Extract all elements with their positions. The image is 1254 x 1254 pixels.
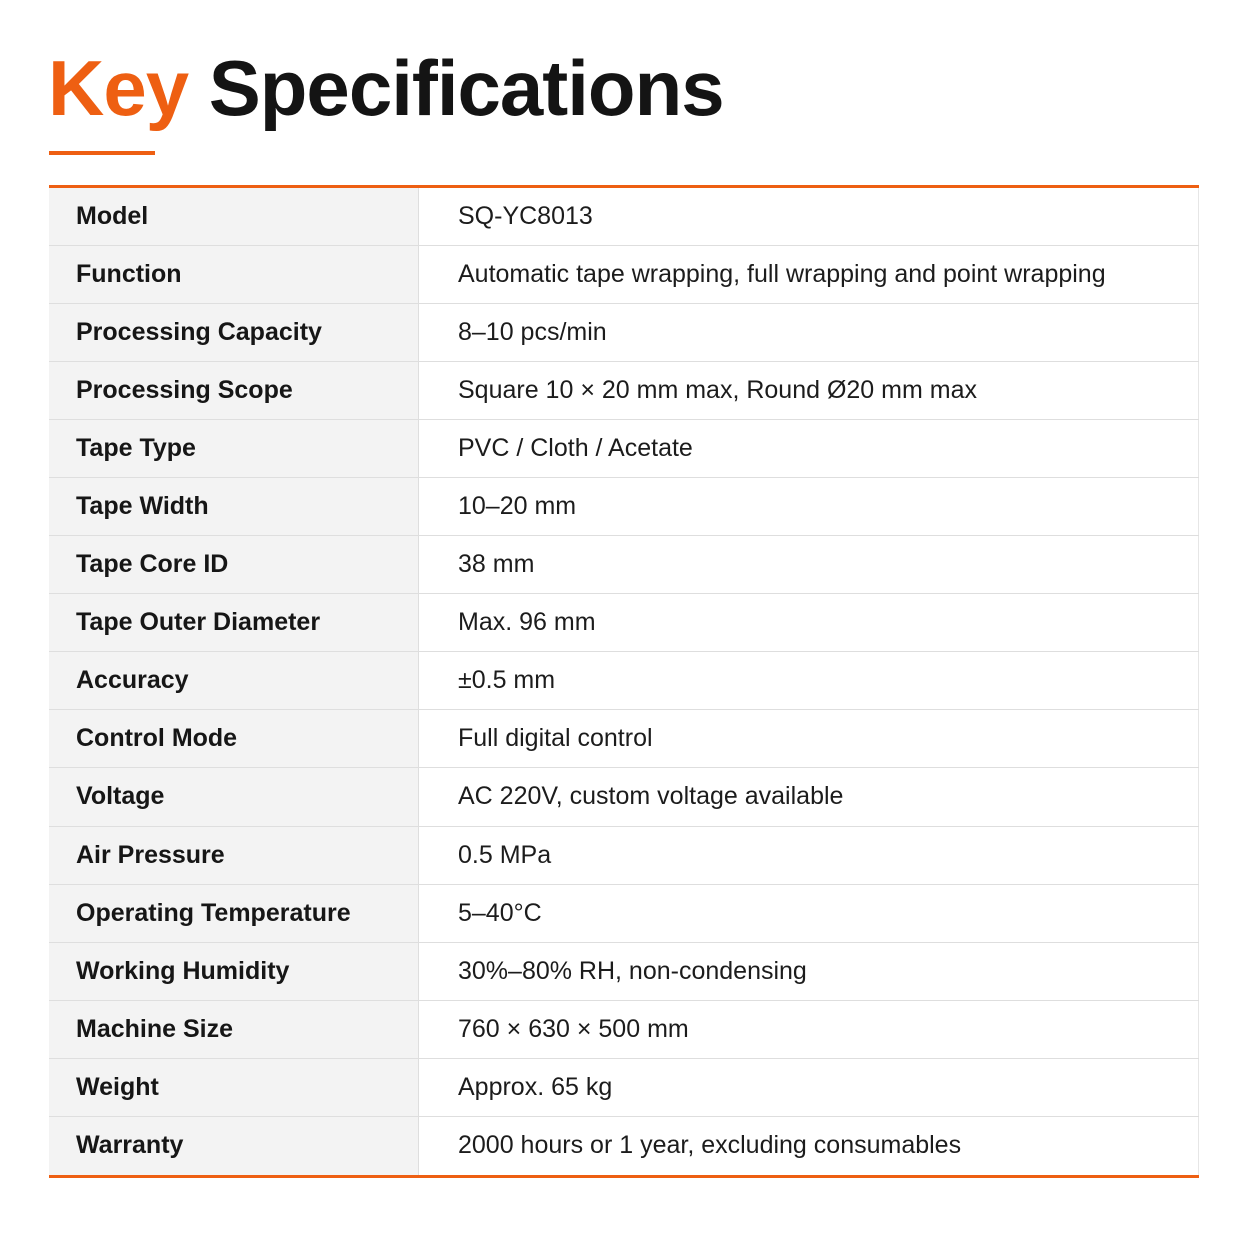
spec-row-processing-scope [49, 362, 1199, 420]
spec-label: Control Mode [49, 710, 419, 767]
spec-row-machine-size [49, 1001, 1199, 1059]
spec-label: Tape Core ID [49, 536, 419, 593]
spec-row-accuracy [49, 652, 1199, 710]
spec-value: 38 mm [419, 536, 1199, 593]
spec-label: Tape Outer Diameter [49, 594, 419, 651]
spec-label: Processing Scope [49, 362, 419, 419]
spec-value: 2000 hours or 1 year, excluding consumables [419, 1117, 1199, 1175]
spec-row-control-mode [49, 710, 1199, 768]
spec-label: Model [49, 188, 419, 245]
spec-row-processing-capacity [49, 304, 1199, 362]
spec-value: 8–10 pcs/min [419, 304, 1199, 361]
spec-label: Tape Width [49, 478, 419, 535]
spec-label: Air Pressure [49, 827, 419, 884]
spec-label: Weight [49, 1059, 419, 1116]
spec-value: 0.5 MPa [419, 827, 1199, 884]
spec-row-air-pressure [49, 827, 1199, 885]
title-main-word: Specifications [208, 44, 724, 132]
spec-row-operating-temperature [49, 885, 1199, 943]
spec-value: Automatic tape wrapping, full wrapping and point wrapping [419, 246, 1199, 303]
spec-row-tape-core-id [49, 536, 1199, 594]
spec-table [49, 185, 1199, 1178]
spec-value: SQ-YC8013 [419, 188, 1199, 245]
spec-row-tape-outer-diameter [49, 594, 1199, 652]
spec-value: Approx. 65 kg [419, 1059, 1199, 1116]
spec-label: Function [49, 246, 419, 303]
spec-value: 760 × 630 × 500 mm [419, 1001, 1199, 1058]
spec-value: Square 10 × 20 mm max, Round Ø20 mm max [419, 362, 1199, 419]
spec-row-function [49, 246, 1199, 304]
spec-label: Machine Size [49, 1001, 419, 1058]
spec-value: 5–40°C [419, 885, 1199, 942]
spec-row-weight [49, 1059, 1199, 1117]
spec-value: Full digital control [419, 710, 1199, 767]
spec-label: Tape Type [49, 420, 419, 477]
title-accent-word: Key [48, 44, 189, 132]
spec-value: 30%–80% RH, non-condensing [419, 943, 1199, 1000]
spec-row-tape-type [49, 420, 1199, 478]
spec-label: Working Humidity [49, 943, 419, 1000]
page-title [48, 40, 724, 136]
spec-value: 10–20 mm [419, 478, 1199, 535]
spec-row-voltage [49, 768, 1199, 826]
spec-label: Accuracy [49, 652, 419, 709]
spec-row-model [49, 188, 1199, 246]
spec-value: Max. 96 mm [419, 594, 1199, 651]
spec-label: Processing Capacity [49, 304, 419, 361]
title-underline [49, 151, 155, 155]
spec-value: ±0.5 mm [419, 652, 1199, 709]
spec-row-working-humidity [49, 943, 1199, 1001]
spec-label: Warranty [49, 1117, 419, 1175]
spec-value: PVC / Cloth / Acetate [419, 420, 1199, 477]
spec-row-warranty [49, 1117, 1199, 1175]
spec-row-tape-width [49, 478, 1199, 536]
spec-label: Operating Temperature [49, 885, 419, 942]
spec-label: Voltage [49, 768, 419, 825]
spec-value: AC 220V, custom voltage available [419, 768, 1199, 825]
